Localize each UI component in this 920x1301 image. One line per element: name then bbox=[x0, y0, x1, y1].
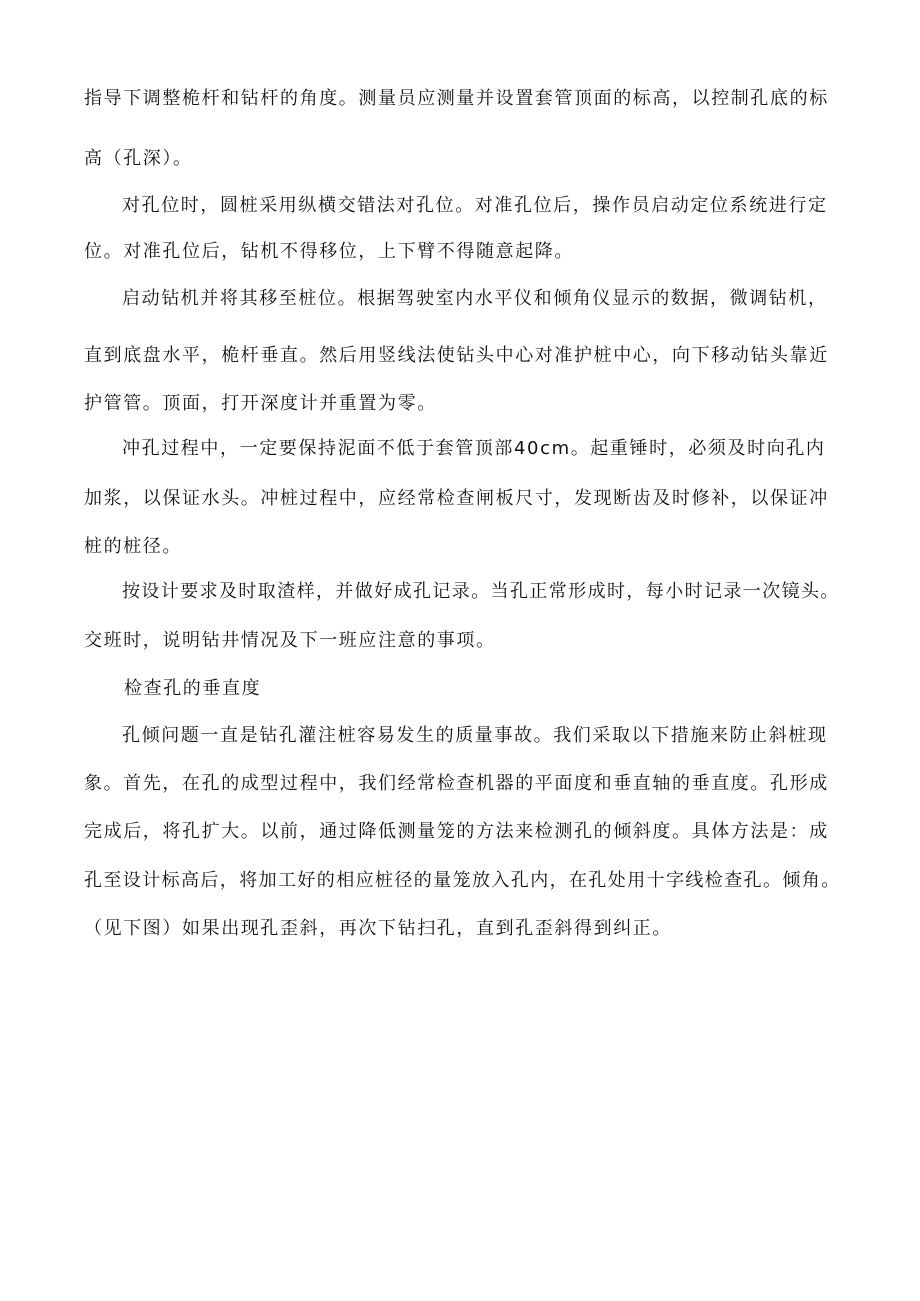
text-line: 护管管。顶面，打开深度计并重置为零。 bbox=[84, 393, 437, 414]
text-line: 完成后，将孔扩大。以前，通过降低测量笼的方法来检测孔的倾斜度。具体方法是：成 bbox=[84, 821, 829, 842]
text-line: 高（孔深）。 bbox=[84, 148, 193, 169]
text-line: 桩的桩径。 bbox=[84, 536, 182, 557]
text-line: 直到底盘水平，桅杆垂直。然后用竖线法使钻头中心对准护桩中心，向下移动钻头靠近 bbox=[84, 345, 829, 366]
paragraph-start-line: 冲孔过程中，一定要保持泥面不低于套管顶部40cm。起重锤时，必须及时向孔内 bbox=[122, 438, 826, 459]
text-line: 位。对准孔位后，钻机不得移位，上下臂不得随意起降。 bbox=[84, 241, 574, 262]
paragraph-start-line: 对孔位时，圆桩采用纵横交错法对孔位。对准孔位后，操作员启动定位系统进行定 bbox=[122, 195, 828, 216]
text-line: 指导下调整桅杆和钻杆的角度。测量员应测量并设置套管顶面的标高，以控制孔底的标 bbox=[84, 88, 829, 109]
text-line: 加浆，以保证水头。冲桩过程中，应经常检查闸板尺寸，发现断齿及时修补，以保证冲 bbox=[84, 488, 829, 509]
text-line: （见下图）如果出现孔歪斜，再次下钻扫孔，直到孔歪斜得到纠正。 bbox=[84, 918, 672, 939]
text-line: 孔至设计标高后，将加工好的相应桩径的量笼放入孔内，在孔处用十字线检查孔。倾角。 bbox=[84, 870, 841, 891]
paragraph-start-line: 孔倾问题一直是钻孔灌注桩容易发生的质量事故。我们采取以下措施来防止斜桩现 bbox=[122, 725, 828, 746]
paragraph-start-line: 启动钻机并将其移至桩位。根据驾驶室内水平仪和倾角仪显示的数据，微调钻机， bbox=[122, 288, 828, 309]
text-line: 交班时，说明钻井情况及下一班应注意的事项。 bbox=[84, 630, 496, 651]
paragraph-start-line: 按设计要求及时取渣样，并做好成孔记录。当孔正常形成时，每小时记录一次镜头。 bbox=[122, 581, 840, 602]
section-heading: 检查孔的垂直度 bbox=[124, 678, 262, 699]
text-line: 象。首先，在孔的成型过程中，我们经常检查机器的平面度和垂直轴的垂直度。孔形成 bbox=[84, 773, 829, 794]
